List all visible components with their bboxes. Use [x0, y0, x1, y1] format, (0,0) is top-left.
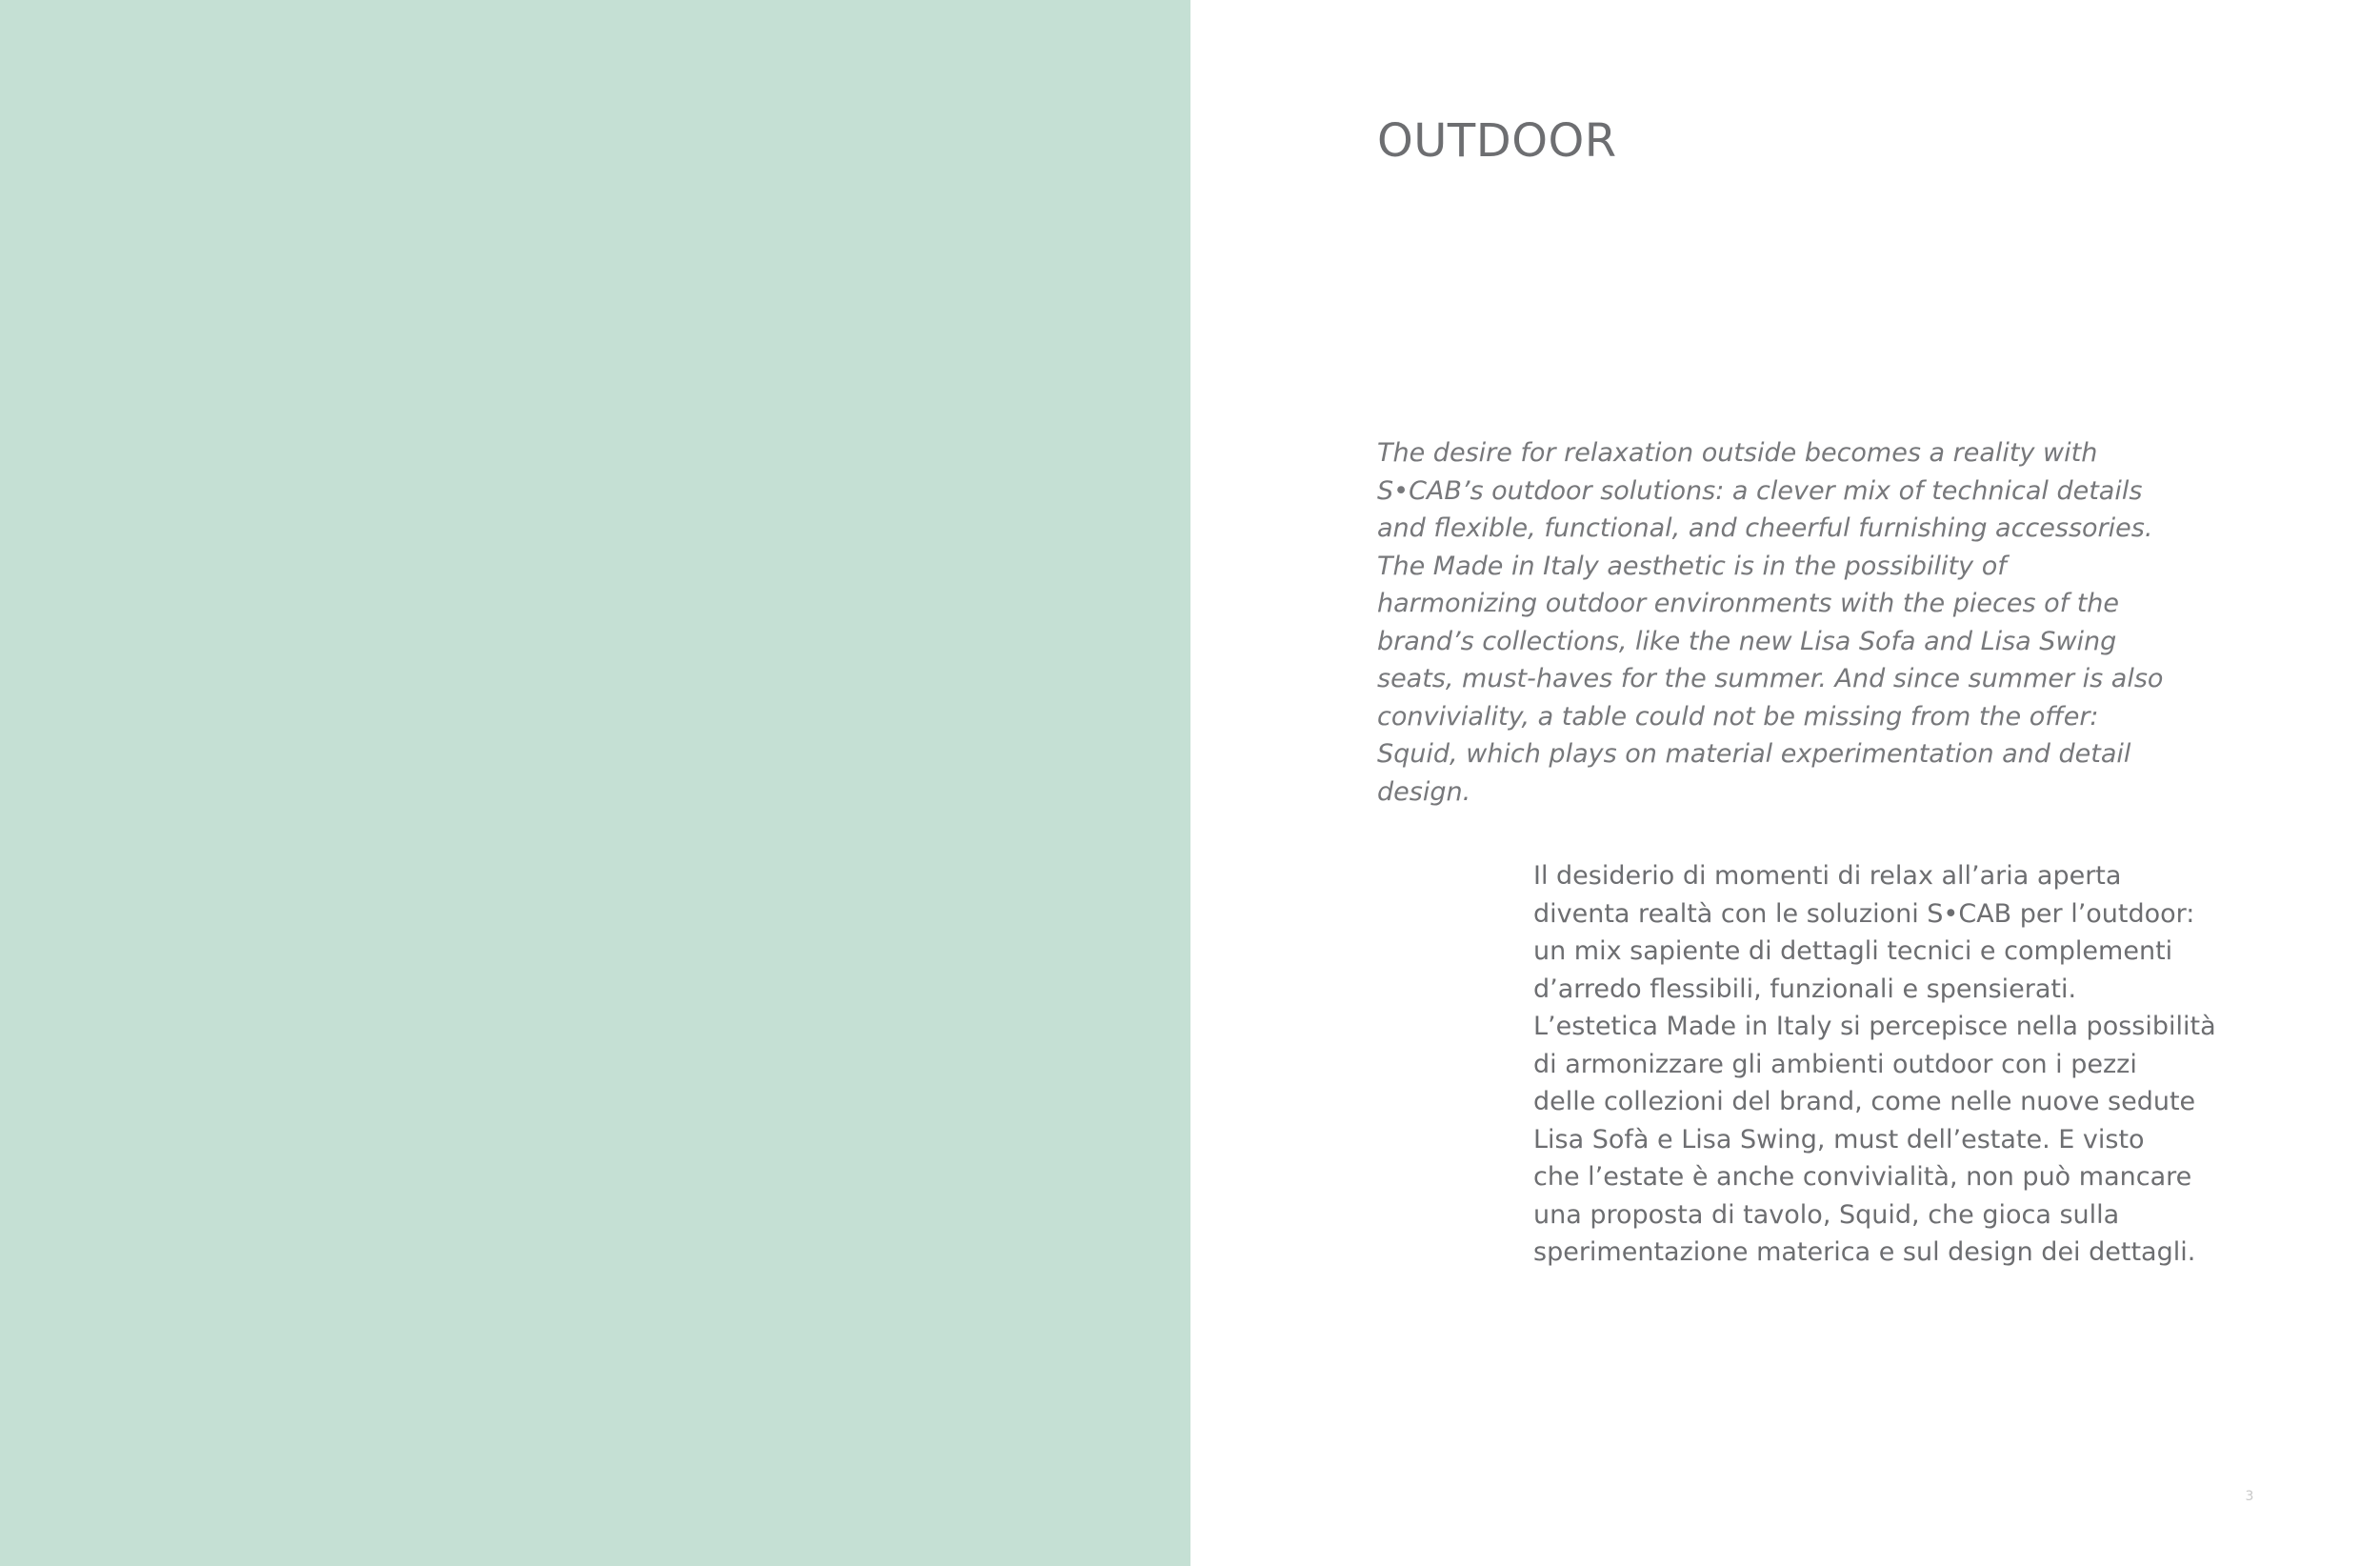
- italian-paragraph: [1533, 857, 2219, 1272]
- italian-line: di armonizzare gli ambienti outdoor con i pezzi: [1533, 1049, 2137, 1079]
- english-line: conviviality, a table could not be missing from the offer:: [1377, 701, 2099, 732]
- italian-line: un mix sapiente di dettagli tecnici e complementi: [1533, 936, 2173, 966]
- page-title: OUTDOOR: [1377, 114, 1617, 168]
- italian-line: che l’estate è anche convivialità, non può mancare: [1533, 1162, 2192, 1192]
- english-line: seats, must-haves for the summer. And since summer is also: [1377, 664, 2164, 693]
- english-line: brand’s collections, like the new Lisa Sofa and Lisa Swing: [1377, 626, 2117, 656]
- italian-line: una proposta di tavolo, Squid, che gioca sulla: [1533, 1199, 2120, 1230]
- italian-line: sperimentazione materica e sul design dei dettagli.: [1533, 1237, 2196, 1267]
- italian-line: diventa realtà con le soluzioni S•CAB per l’outdoor:: [1533, 898, 2195, 929]
- english-line: harmonizing outdoor environments with the pieces of the: [1377, 589, 2120, 618]
- italian-line: d’arredo flessibili, funzionali e spensierati.: [1533, 974, 2077, 1004]
- english-line: The desire for relaxation outside becomes a reality with: [1377, 438, 2098, 468]
- english-line: and flexible, functional, and cheerful furnishing accessories.: [1377, 513, 2153, 543]
- english-line: design.: [1377, 776, 1471, 807]
- english-line: Squid, which plays on material experimentation and detail: [1377, 739, 2131, 769]
- page-number: 3: [2245, 1489, 2254, 1504]
- italian-line: delle collezioni del brand, come nelle nuove sedute: [1533, 1087, 2196, 1116]
- english-line: S•CAB’s outdoor solutions: a clever mix of technical details: [1377, 475, 2143, 506]
- italian-line: Il desiderio di momenti di relax all’aria aperta: [1533, 861, 2122, 891]
- italian-line: Lisa Sofà e Lisa Swing, must dell’estate. E visto: [1533, 1124, 2145, 1154]
- english-line: The Made in Italy aesthetic is in the possibility of: [1377, 551, 2007, 581]
- italian-line: L’estetica Made in Italy si percepisce nella possibilità: [1533, 1012, 2216, 1041]
- english-paragraph: [1377, 434, 2168, 811]
